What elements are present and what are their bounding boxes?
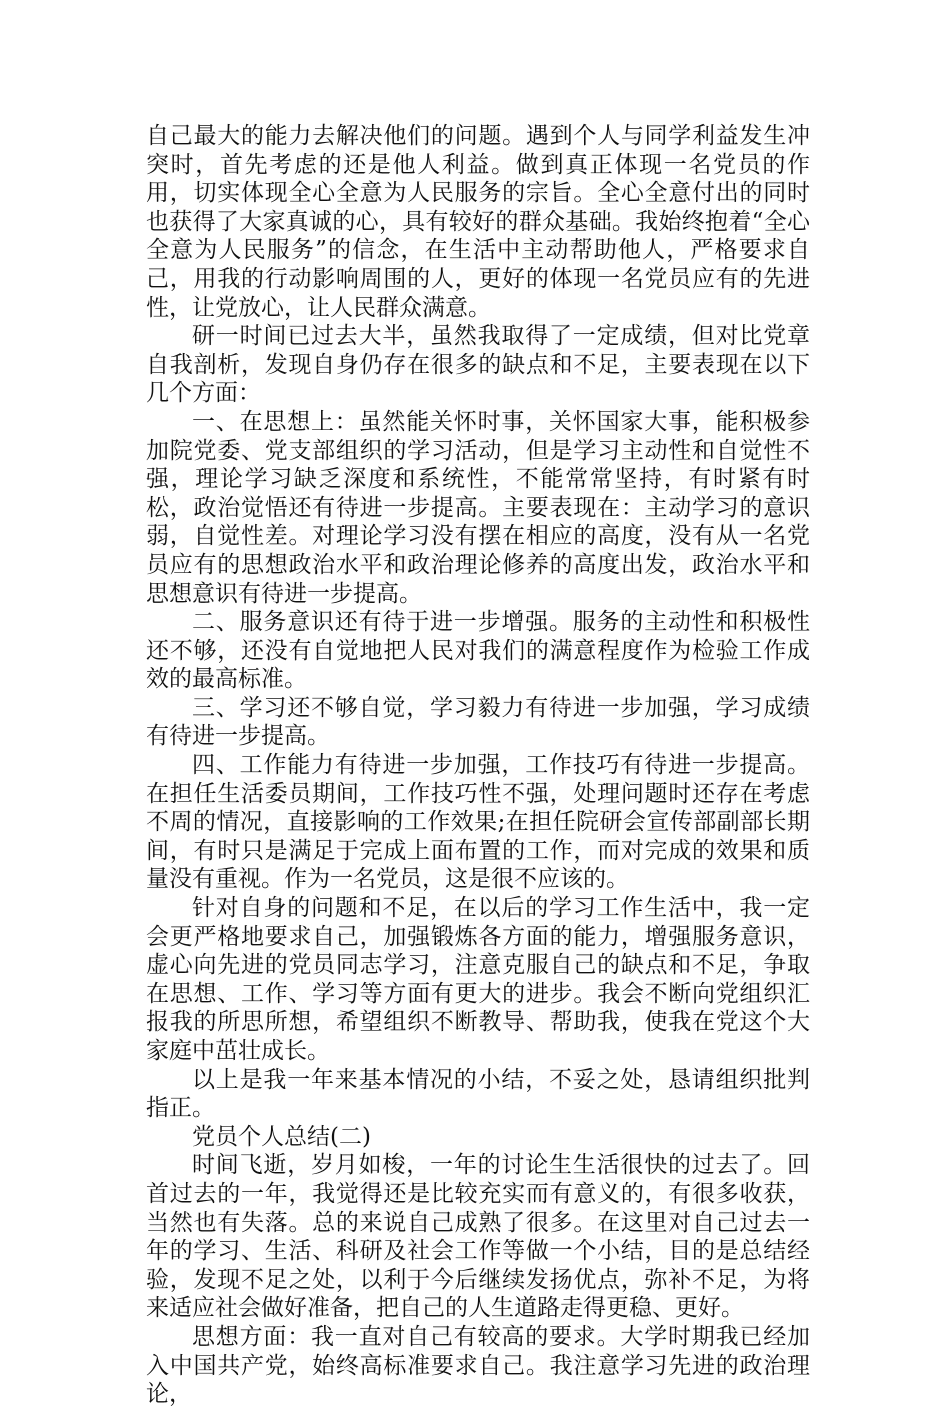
paragraph-3: 一、在思想上：虽然能关怀时事，关怀国家大事，能积极参加院党委、党支部组织的学习活动，但是学习主动性和自觉性不强，理论学习缺乏深度和系统性，不能常常坚持，有时紧有时松，政治觉悟还有待进一步提高。主要表现在：主动学习的意识弱，自觉性差。对理论学习没有摆在相应的高度，没有从一名党员应有的思想政治水平和政治理论修养的高度出发，政治水平和思想意识有待进一步提高。	[146, 408, 810, 607]
paragraph-7: 针对自身的问题和不足，在以后的学习工作生活中，我一定会更严格地要求自己，加强锻炼各方面的能力，增强服务意识，虚心向先进的党员同志学习，注意克服自己的缺点和不足，争取在思想、工作、学习等方面有更大的进步。我会不断向党组织汇报我的所思所想，希望组织不断教导、帮助我，使我在党这个大家庭中茁壮成长。	[146, 895, 810, 1064]
paragraph-9: 时间飞逝，岁月如梭，一年的讨论生生活很快的过去了。回首过去的一年，我觉得还是比较充实而有意义的，有很多收获，当然也有失落。总的来说自己成熟了很多。在这里对自己过去一年的学习、生活、科研及社会工作等做一个小结，目的是总结经验，发现不足之处，以利于今后继续发扬优点，弥补不足，为将来适应社会做好准备，把自己的人生道路走得更稳、更好。	[146, 1152, 810, 1322]
section-heading: 党员个人总结(二)	[192, 1123, 371, 1150]
paragraph-6: 四、工作能力有待进一步加强，工作技巧有待进一步提高。在担任生活委员期间，工作技巧性不强，处理问题时还存在考虑不周的情况，直接影响的工作效果;在担任院研会宣传部副部长期间，有时只是满足于完成上面布置的工作，而对完成的效果和质量没有重视。作为一名党员，这是很不应该的。	[146, 752, 810, 893]
paragraph-1: 自己最大的能力去解决他们的问题。遇到个人与同学利益发生冲突时，首先考虑的还是他人利益。做到真正体现一名党员的作用，切实体现全心全意为人民服务的宗旨。全心全意付出的同时也获得了大家真诚的心，具有较好的群众基础。我始终抱着“全心全意为人民服务”的信念，在生活中主动帮助他人，严格要求自己，用我的行动影响周围的人，更好的体现一名党员应有的先进性，让党放心，让人民群众满意。	[146, 123, 810, 321]
paragraph-10: 思想方面：我一直对自己有较高的要求。大学时期我已经加入中国共产党，始终高标准要求自己。我注意学习先进的政治理论，	[146, 1323, 810, 1408]
document-body	[146, 122, 810, 1409]
paragraph-2: 研一时间已过去大半，虽然我取得了一定成绩，但对比党章自我剖析，发现自身仍存在很多的缺点和不足，主要表现在以下几个方面：	[146, 323, 810, 407]
paragraph-4: 二、服务意识还有待于进一步增强。服务的主动性和积极性还不够，还没有自觉地把人民对我们的满意程度作为检验工作成效的最高标准。	[146, 609, 810, 693]
paragraph-5: 三、学习还不够自觉，学习毅力有待进一步加强，学习成绩有待进一步提高。	[146, 694, 810, 750]
paragraph-8: 以上是我一年来基本情况的小结，不妥之处，恳请组织批判指正。	[146, 1066, 810, 1122]
